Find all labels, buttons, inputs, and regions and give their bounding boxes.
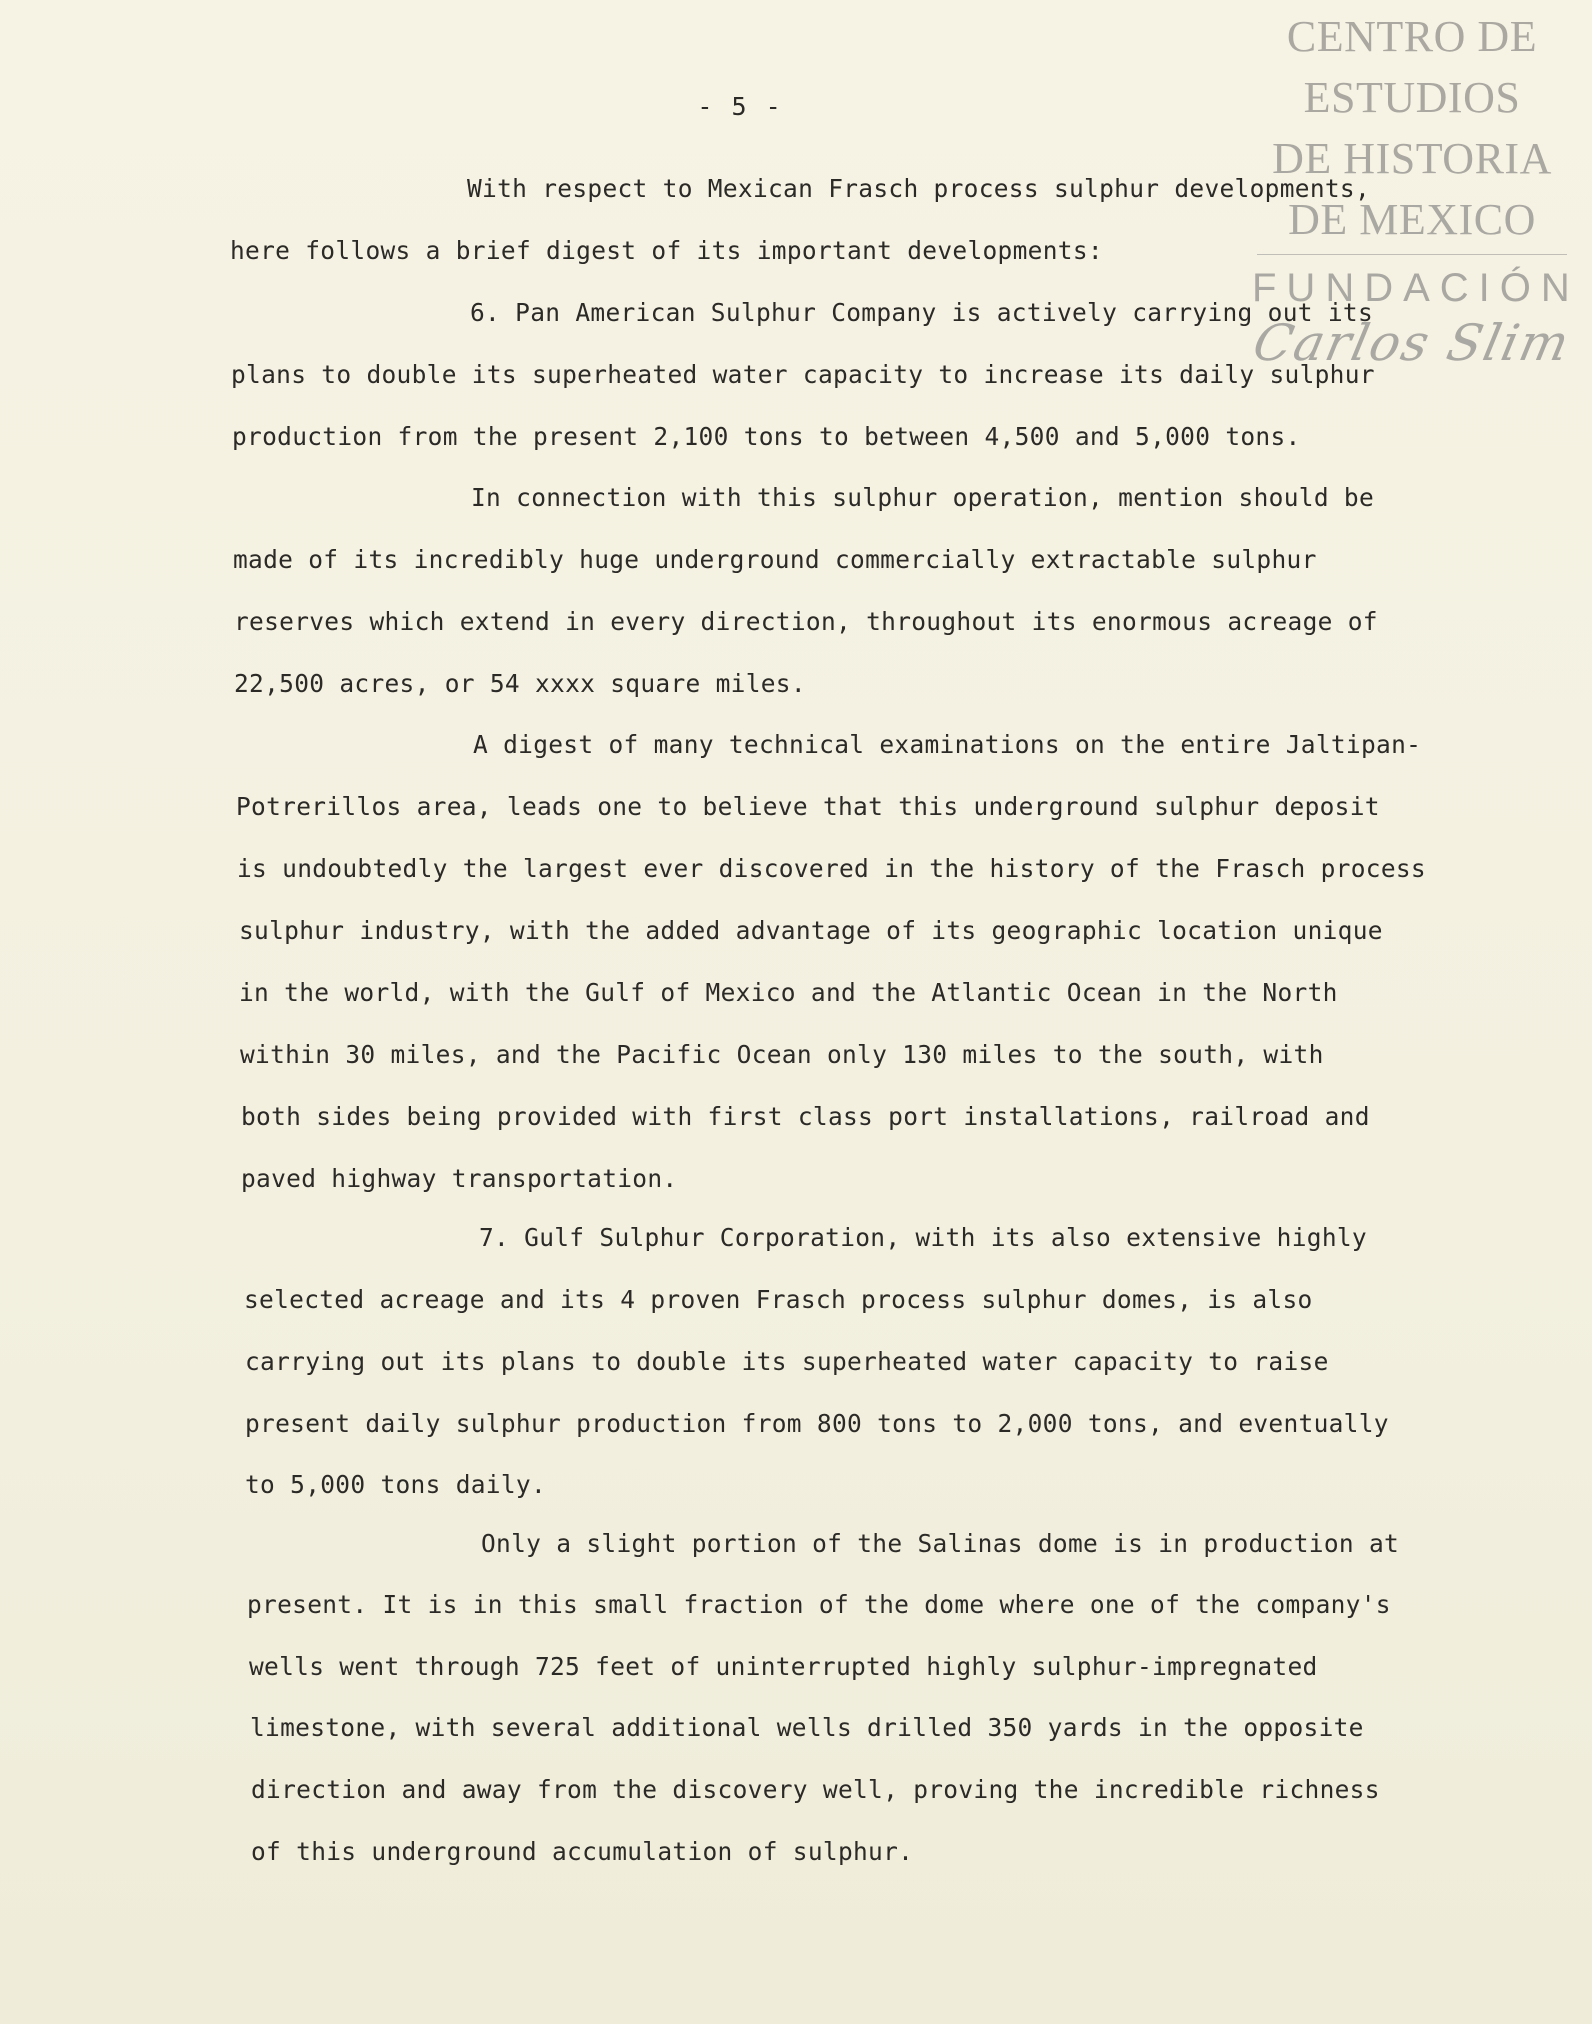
text-line: of this underground accumulation of sulphur.: [251, 1837, 914, 1866]
text-line: present daily sulphur production from 800 tons to 2,000 tons, and eventually: [245, 1409, 1389, 1438]
text-line: in the world, with the Gulf of Mexico and the Atlantic Ocean in the North: [239, 978, 1338, 1007]
text-line: direction and away from the discovery well, proving the incredible richness: [251, 1775, 1380, 1804]
text-line: to 5,000 tons daily.: [245, 1470, 547, 1499]
text-line: paved highway transportation.: [241, 1164, 678, 1193]
text-line: here follows a brief digest of its important developments:: [230, 236, 1103, 265]
text-line: production from the present 2,100 tons to between 4,500 and 5,000 tons.: [232, 422, 1301, 451]
text-line: selected acreage and its 4 proven Frasch process sulphur domes, is also: [244, 1285, 1313, 1314]
text-line: plans to double its superheated water capacity to increase its daily sulphur: [231, 360, 1375, 389]
text-line: limestone, with several additional wells drilled 350 yards in the opposite: [250, 1713, 1364, 1742]
text-line: A digest of many technical examinations on the entire Jaltipan-: [473, 730, 1422, 759]
text-line: 22,500 acres, or 54 xxxx square miles.: [234, 669, 806, 698]
text-line: carrying out its plans to double its superheated water capacity to raise: [245, 1347, 1329, 1376]
text-line: 7. Gulf Sulphur Corporation, with its also extensive highly: [479, 1223, 1367, 1252]
watermark-signature: Carlos Slim: [1248, 314, 1576, 372]
watermark-line-3: DE HISTORIA: [1272, 134, 1552, 183]
watermark-line-4: DE MEXICO: [1288, 195, 1536, 244]
text-line: With respect to Mexican Frasch process sulphur developments,: [467, 174, 1371, 203]
text-line: made of its incredibly huge underground commercially extractable sulphur: [233, 545, 1317, 574]
watermark-foundation: FUNDACIÓN: [1252, 266, 1580, 310]
text-line: present. It is in this small fraction of the dome where one of the company's: [247, 1590, 1391, 1619]
text-line: both sides being provided with first class port installations, railroad and: [241, 1102, 1370, 1131]
watermark-line-1: CENTRO DE: [1286, 12, 1538, 61]
text-line: within 30 miles, and the Pacific Ocean only 130 miles to the south, with: [240, 1040, 1324, 1069]
text-line: wells went through 725 feet of uninterrupted highly sulphur-impregnated: [249, 1652, 1318, 1681]
text-line: In connection with this sulphur operation, mention should be: [471, 483, 1375, 512]
text-line: reserves which extend in every direction, throughout its enormous acreage of: [234, 607, 1378, 636]
watermark-line-2: ESTUDIOS: [1303, 73, 1521, 122]
text-line: Potrerillos area, leads one to believe that this underground sulphur deposit: [236, 792, 1380, 821]
text-line: Only a slight portion of the Salinas dome is in production at: [481, 1529, 1400, 1558]
text-line: sulphur industry, with the added advantage of its geographic location unique: [239, 916, 1383, 945]
page-number: - 5 -: [697, 92, 783, 121]
text-line: is undoubtedly the largest ever discovered in the history of the Frasch process: [237, 854, 1426, 883]
watermark-divider: [1257, 254, 1567, 255]
text-line: 6. Pan American Sulphur Company is actively carrying out its: [470, 298, 1374, 327]
